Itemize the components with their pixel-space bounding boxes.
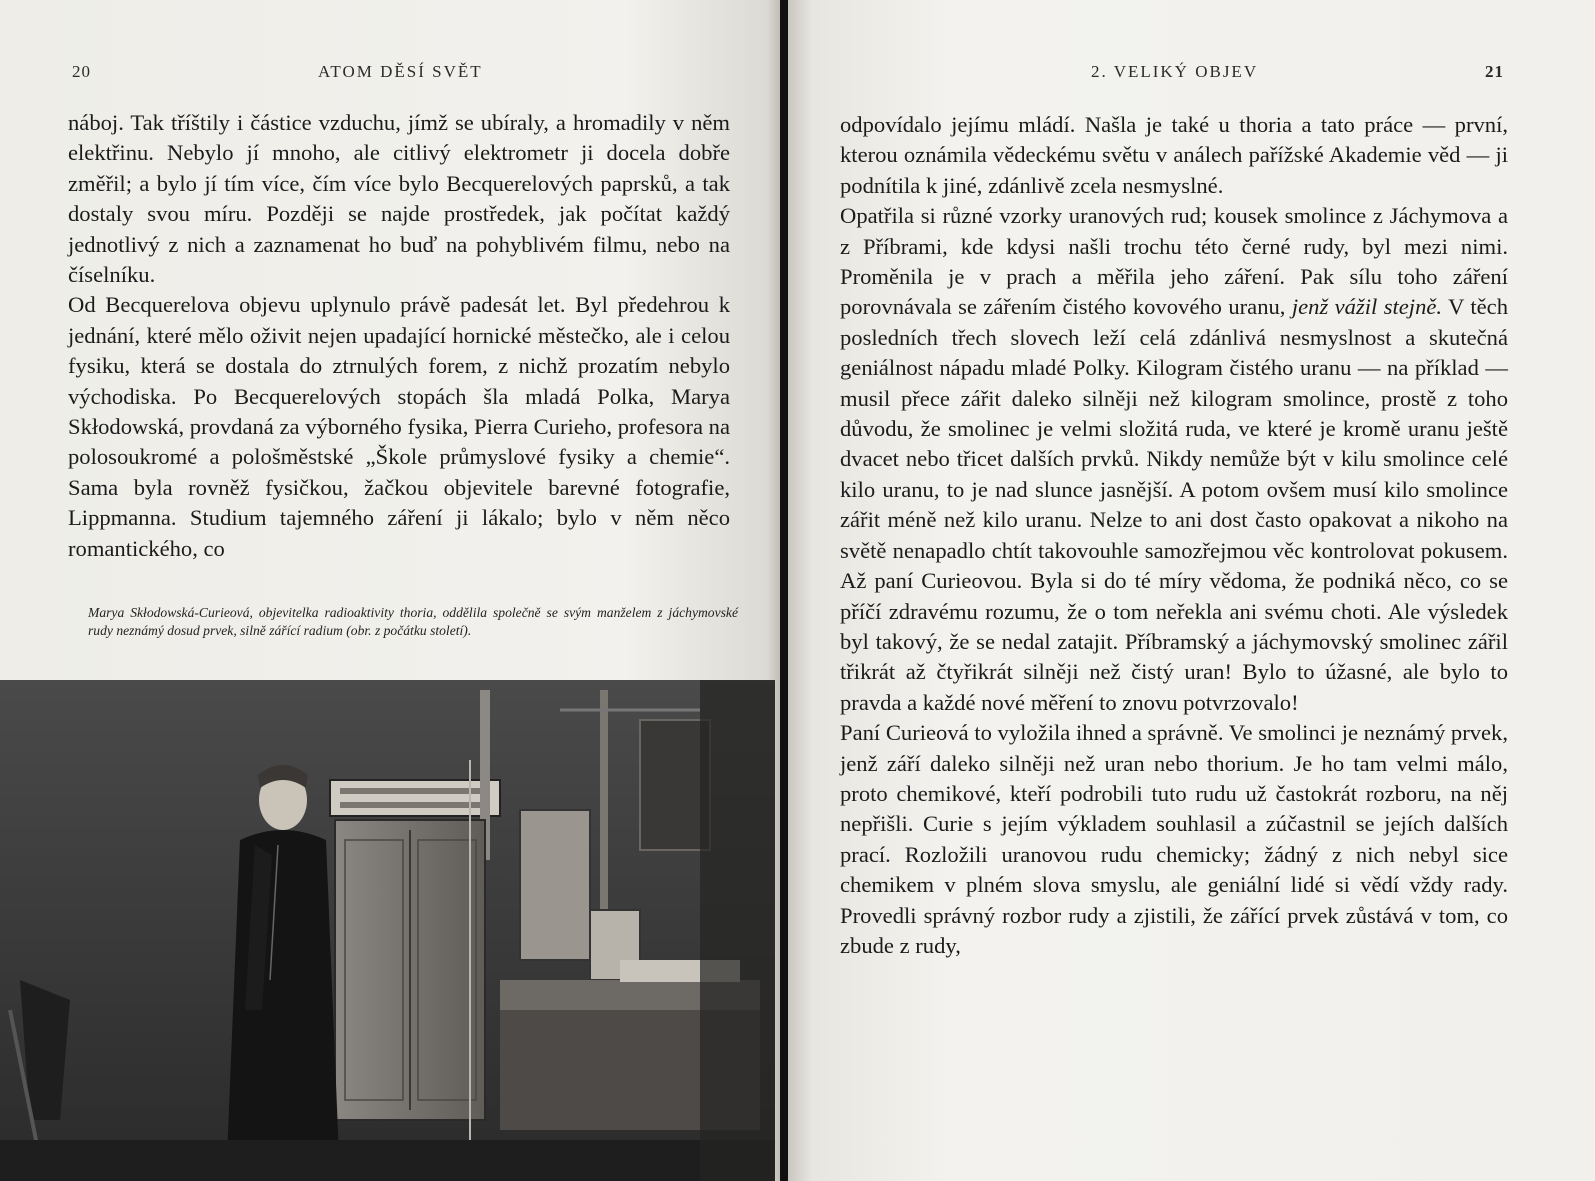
photo-illustration (0, 680, 775, 1181)
right-paragraph-2-end: V těch posledních třech slovech leží celá zdánlivá nesmyslnost a skutečná geniálnost nápadu mladé Polky. Kilogram čistého uranu — na příklad — musil přece zářit daleko silněji než kilogram smolince, prostě z toho důvodu, že smolinec je velmi složitá ruda, ve které je kromě uranu ještě dvacet nebo třicet dalších prvků. Nikdy nemůže být v kilu smolince celé kilo uranu, to je nad slunce jasnější. A potom ovšem musí kilo smolince zářit méně než kilo uranu. Nelze to ani dost často opakovat a nikoho na světě nenapadlo chtít takovouhle samozřejmou věc kontrolovat pokusem. Až paní Curieovou. Byla si do té míry vědoma, že podniká něco, co se příčí zdravému rozumu, že o tom neřekla ani svému choti. Ale výsledek byl takový, že se nedal zatajit. Příbramský a jáchymovský smolinec zářil třikrát až čtyřikrát silněji než čistý uran! Bylo to úžasné, ale bylo to pravda a každé nové měření to znovu potvrzovalo! (840, 294, 1508, 715)
left-body-text (68, 108, 730, 564)
right-paragraph-2-start: Opatřila si různé vzorky uranových rud; kousek smolince z Jáchymova a z Příbrami, kde kdysi našli trochu této černé rudy, byl mezi nimi. Proměnila je v prach a měřila jeho záření. Pak sílu toho záření porovnávala se zářením čistého kovového uranu, (840, 203, 1508, 320)
curie-laboratory-photo (0, 680, 775, 1181)
page-number-right: 21 (1485, 62, 1504, 81)
running-head-right: 2. VELIKÝ OBJEV (1091, 62, 1259, 81)
right-paragraph-1: odpovídalo jejímu mládí. Našla je také u thoria a tato práce — první, kterou oznámila vědeckému světu v análech pařížské Akademie věd — ji podnítila k jiné, zdánlivě zcela nesmyslné. (840, 112, 1508, 198)
emphasis-italic: jenž vážil stejně. (1291, 294, 1443, 320)
left-page (0, 0, 782, 1181)
photo-caption: Marya Skłodowská-Curieová, objevitelka radioaktivity thoria, oddělila společně se svým manželem z jáchymovské rudy neznámý dosud prvek, silně zářící radium (obr. z počátku století). (88, 605, 738, 638)
left-paragraph-1: náboj. Tak tříštily i částice vzduchu, jímž se ubíraly, a hromadily v něm elektřinu. Nebylo jí mnoho, ale citlivý elektrometr ji docela dobře změřil; a bylo jí tím více, čím více bylo Becquerelových paprsků, a tak dostaly svou míru. Později se najde prostředek, jak počítat každý jednotlivý z nich a zaznamenat ho buď na pohyblivém filmu, nebo na číselníku. (68, 110, 730, 288)
right-paragraph-2 (840, 201, 1508, 718)
right-paragraph-3: Paní Curieová to vyložila ihned a správně. Ve smolinci je neznámý prvek, jenž září daleko silněji než uran nebo thorium. Je ho tam velmi málo, proto chemikové, kteří podrobili tuto rudu už častokrát rozboru, na něj nepřišli. Curie s jejím výkladem souhlasil a zúčastnil se jejích dalších prací. Rozložili uranovou rudu chemicky; žádný z nich nebyl sice chemikem v plném slova smyslu, ale geniální lidé si vědí vždy rady. Provedli správný rozbor rudy a zjistili, že zářící prvek zůstává v tom, co zbude z rudy, (840, 720, 1508, 958)
running-head-left: ATOM DĚSÍ SVĚT (318, 62, 483, 81)
left-paragraph-2: Od Becquerelova objevu uplynulo právě padesát let. Byl předehrou k jednání, které mělo oživit nejen upadající hornické městečko, ale i celou fysiku, která se dostala do ztrnulých forem, z nichž prozatím nebylo východiska. Po Becquerelových stopách šla mladá Polka, Marya Skłodowská, provdaná za výborného fysika, Pierra Curieho, profesora na polosoukromé a pološměstské „Škole průmyslové fysiky a chemie“. Sama byla rovněž fysičkou, žačkou objevitele barevné fotografie, Lippmanna. Studium tajemného záření ji lákalo; bylo v něm něco romantického, co (68, 292, 730, 561)
right-page (788, 0, 1595, 1181)
right-body-text (840, 110, 1508, 961)
page-number-left: 20 (72, 62, 91, 81)
